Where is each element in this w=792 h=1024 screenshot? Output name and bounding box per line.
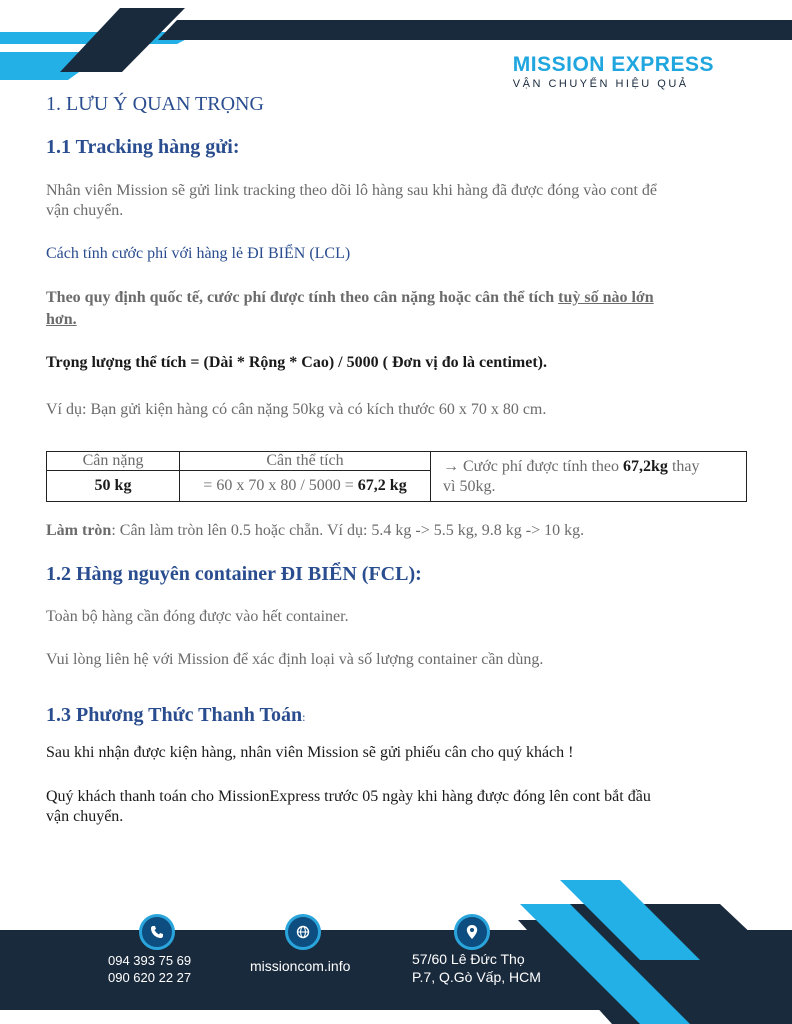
payment-text-2 <box>46 787 746 827</box>
calculation-table <box>46 451 747 502</box>
volume-result: 67,2 kg <box>357 477 407 494</box>
footer-address-line1: 57/60 Lê Đức Thọ <box>412 951 525 967</box>
result-prefix: → Cước phí được tính theo <box>443 457 624 475</box>
formula-text: Trọng lượng thể tích = (Dài * Rộng * Cao) / 5000 ( Đơn vị đo là centimet). <box>46 354 548 371</box>
payment-heading-colon: : <box>302 710 306 724</box>
tracking-text-line1: Nhân viên Mission sẽ gửi link tracking theo dõi lô hàng sau khi hàng đã được đóng vào cont để <box>46 182 658 199</box>
rule-text-underline: tuỳ số nào lớn <box>558 289 654 306</box>
phone-icon <box>139 914 175 950</box>
payment-text-2-line1: Quý khách thanh toán cho MissionExpress trước 05 ngày khi hàng được đóng lên cont bắt đầu <box>46 788 651 805</box>
footer-phone-1: 094 393 75 69 <box>108 953 192 968</box>
payment-heading-text: 1.3 Phương Thức Thanh Toán <box>46 704 303 726</box>
table-value-weight: 50 kg <box>47 471 180 502</box>
tracking-text <box>46 181 746 221</box>
footer-website: missioncom.info <box>250 958 351 974</box>
footer-phones <box>108 952 191 986</box>
lcl-heading: Cách tính cước phí với hàng lẻ ĐI BIỂN (LCL) <box>46 245 351 262</box>
footer-phone-2: 090 620 22 27 <box>108 970 192 985</box>
fcl-text-1: Toàn bộ hàng cần đóng được vào hết container. <box>46 608 349 625</box>
footer-address-line2: P.7, Q.Gò Vấp, HCM <box>412 969 541 985</box>
fcl-heading: 1.2 Hàng nguyên container ĐI BIỂN (FCL): <box>46 563 422 585</box>
volume-formula: = 60 x 70 x 80 / 5000 = <box>203 477 358 494</box>
payment-text-2-line2: vận chuyển. <box>46 808 124 825</box>
rule-text <box>46 287 746 331</box>
table-value-volume <box>180 471 431 502</box>
globe-icon <box>285 914 321 950</box>
example-text: Ví dụ: Bạn gửi kiện hàng có cân nặng 50kg và có kích thước 60 x 70 x 80 cm. <box>46 401 547 418</box>
result-bold: 67,2kg <box>623 457 668 475</box>
tracking-heading: 1.1 Tracking hàng gửi: <box>46 136 240 158</box>
result-suffix: thay <box>667 457 700 475</box>
location-pin-icon <box>454 914 490 950</box>
rounding-text <box>46 521 746 541</box>
rounding-label: Làm tròn <box>46 522 112 539</box>
section-title: 1. LƯU Ý QUAN TRỌNG <box>46 93 264 115</box>
tracking-text-line2: vận chuyển. <box>46 202 124 219</box>
logo-brand: MISSION EXPRESS <box>512 53 714 76</box>
table-result-cell <box>431 452 747 502</box>
company-logo <box>513 53 714 90</box>
rule-text-underline-2: hơn. <box>46 311 77 328</box>
result-line2: vì 50kg. <box>443 477 496 495</box>
rounding-body: : Cân làm tròn lên 0.5 hoặc chẵn. Ví dụ: 5.4 kg -> 5.5 kg, 9.8 kg -> 10 kg. <box>111 522 585 539</box>
payment-text-1: Sau khi nhận được kiện hàng, nhân viên Mission sẽ gửi phiếu cân cho quý khách ! <box>46 744 574 761</box>
table-header-weight: Cân nặng <box>47 452 180 471</box>
logo-tagline: VẬN CHUYỂN HIỆU QUẢ <box>512 78 689 90</box>
table-header-volume: Cân thể tích <box>180 452 431 471</box>
table-row <box>47 452 747 471</box>
rule-text-main: Theo quy định quốc tế, cước phí được tính theo cân nặng hoặc cân thể tích <box>46 289 559 306</box>
fcl-text-2: Vui lòng liên hệ với Mission để xác định loại và số lượng container cần dùng. <box>46 651 544 668</box>
footer-address <box>412 950 541 986</box>
payment-heading <box>46 704 305 727</box>
